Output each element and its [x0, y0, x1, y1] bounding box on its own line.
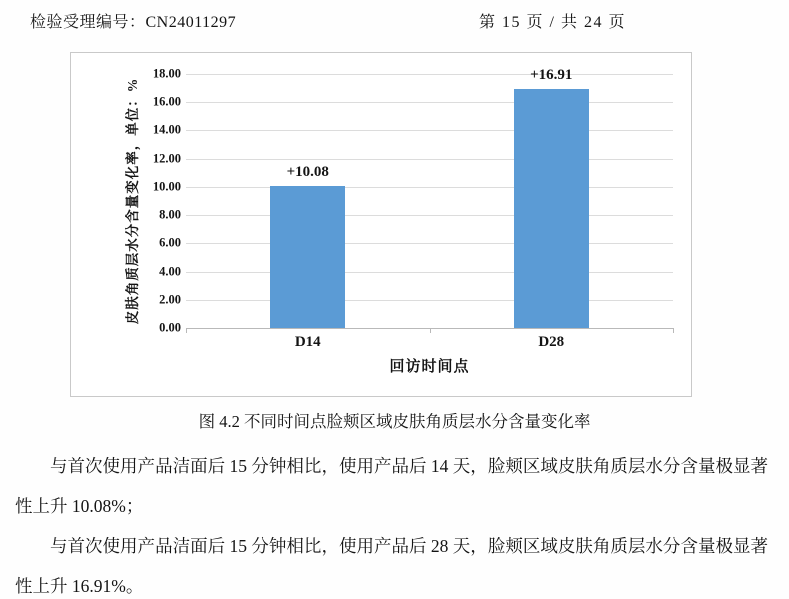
axis-tick-mark: [673, 328, 674, 333]
chart-plot-area: [71, 53, 691, 396]
bar-value-label: +16.91: [530, 67, 573, 84]
y-tick-label: 0.00: [159, 320, 181, 335]
gridline: [186, 130, 673, 131]
figure-caption: 图 4.2 不同时间点脸颊区域皮肤角质层水分含量变化率: [198, 412, 591, 431]
paragraph-d28-result: 与首次使用产品洁面后 15 分钟相比，使用产品后 28 天，脸颊区域皮肤角质层水分含量极显著性上升 16.91%。: [15, 536, 768, 596]
y-tick-label: 12.00: [152, 151, 181, 166]
gridline: [186, 300, 673, 301]
bar-value-label: +10.08: [286, 163, 329, 180]
report-number: 检验受理编号：CN24011297: [30, 14, 237, 31]
category-label-d28: D28: [538, 334, 565, 350]
category-label-d14: D14: [294, 334, 321, 350]
y-tick-label: 2.00: [159, 292, 181, 307]
page-indicator: 第 15 页 / 共 24 页: [479, 14, 626, 31]
y-tick-label: 8.00: [159, 207, 181, 222]
y-tick-label: 10.00: [152, 179, 181, 194]
gridline: [186, 272, 673, 273]
axis-tick-mark: [430, 328, 431, 333]
gridline: [186, 243, 673, 244]
x-axis-title: 回访时间点: [389, 359, 470, 375]
y-tick-label: 4.00: [159, 264, 181, 279]
paragraph-d14-result: 与首次使用产品洁面后 15 分钟相比，使用产品后 14 天，脸颊区域皮肤角质层水分含量极显著性上升 10.08%；: [15, 456, 768, 516]
gridline: [186, 159, 673, 160]
gridline: [186, 215, 673, 216]
gridline: [186, 187, 673, 188]
gridline: [186, 102, 673, 103]
y-tick-label: 6.00: [159, 235, 181, 250]
y-tick-label: 18.00: [152, 66, 181, 81]
gridline: [186, 74, 673, 75]
y-tick-label: 16.00: [152, 94, 181, 109]
bar-d28: [514, 89, 589, 328]
bar-chart: [70, 52, 692, 397]
body-text: [15, 446, 768, 599]
y-tick-label: 14.00: [152, 122, 181, 137]
y-axis-title: 皮肤角质层水分含量变化率，单位：%: [125, 77, 140, 325]
bar-d14: [270, 186, 345, 328]
axis-tick-mark: [186, 328, 187, 333]
